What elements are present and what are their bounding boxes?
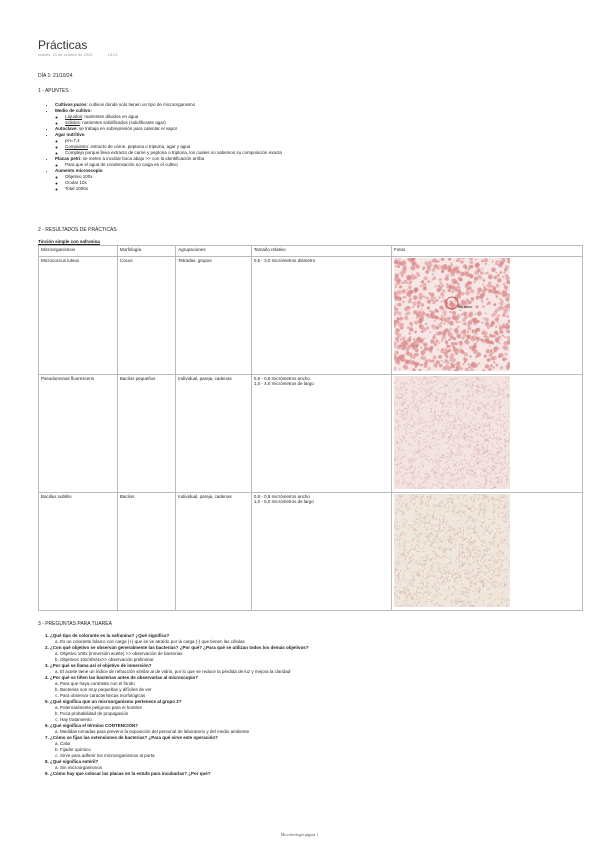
question-item <box>50 735 578 759</box>
page-title: Prácticas <box>38 38 88 52</box>
list-item: • Autoclave: se trabaja en sobrepresión para calentar el vapor <box>55 126 558 132</box>
question-text: ¿Por qué se tiñen las bacterias antes de observarlas al microscopio? <box>50 675 199 680</box>
column-header: Microorganismos <box>39 246 118 257</box>
page-footer: Microbiología página 1 <box>280 832 319 837</box>
column-header: Agrupaciones <box>176 246 252 257</box>
table-header-row <box>39 246 583 257</box>
answer-item: a. Es un colorante básico con carga (+) que se ve atraído por la carga (-) que tienen las células <box>60 639 578 645</box>
section-preguntas: 3 - PREGUNTAS PARA TUAREA <box>38 621 112 627</box>
section-apuntes: 1 - APUNTES <box>38 88 69 94</box>
cell-organism: Micrococcus luteus <box>39 257 118 375</box>
list-item: ◦ Objetivo 100x <box>65 174 558 180</box>
list-item: ◦ Compuesto: extracto de carne, peptona o triptona, agar y agua <box>65 144 558 150</box>
table-row <box>39 257 583 375</box>
question-item <box>50 723 578 735</box>
list-item: • Medio de cultivo: ◦ Líquidos: nutrientes diluidos en agua ◦ Sólidos: nutrientes solidificados (solidificante agar) <box>55 108 558 126</box>
page-time: 18:01 <box>107 52 118 57</box>
answer-item: b. Fijador químico <box>60 747 578 753</box>
cell-photo <box>392 375 583 493</box>
list-item: • Agar nutritivo ◦ pH=7,4 ◦ Compuesto: extracto de carne, peptona o triptona, agar y agua ◦ Complejo porque lleva extracto de carne y peptona o triptona, los cuales no sabemos su composición exacta <box>55 132 558 156</box>
list-item: ◦ Complejo porque lleva extracto de carne y peptona o triptona, los cuales no sabemos su composición exacta <box>65 150 558 156</box>
answer-item: b. Objetivos 10x/40x/4x>> observación preliminar <box>60 657 578 663</box>
answer-item: b. Bacterias son muy pequeñas y difíciles de ver <box>60 687 578 693</box>
column-header: Fotos <box>392 246 583 257</box>
cell-photo <box>392 257 583 375</box>
question-item <box>50 663 578 675</box>
section-resultados: 2 - RESULTADOS DE PRÁCTICAS <box>38 227 117 233</box>
question-text: ¿Con qué objetivo se observan generalmente las bacterias? ¿Por qué? ¿Para qué se utilizan todos los demás objetivos? <box>50 645 309 650</box>
cell-size: 0,5 - 0,8 micrómetros ancho 1,0 - 4,0 micrómetros de largo <box>251 375 391 493</box>
question-item <box>50 633 578 645</box>
list-item: • Aumento microscopio ◦ Objetivo 100x ◦ Ocular 10x ◦ Total 1000x <box>55 168 558 192</box>
micrograph-pseudomonas-image <box>394 376 510 489</box>
list-item: ◦ Líquidos: nutrientes diluidos en agua <box>65 114 558 120</box>
list-item: ◦ pH=7,4 <box>65 138 558 144</box>
answer-item: c. Sirve para adherir los microorganismos al porta <box>60 753 578 759</box>
answer-item: c. Hay tratamiento <box>60 717 578 723</box>
cell-size: 0,5 - 0,8 micrómetros ancho 1,0 - 5,0 micrómetros de largo <box>251 493 391 611</box>
page-date: martes, 15 de octubre de 2024 <box>38 52 93 57</box>
question-text: ¿Qué tipo de colorante es la safranina? ¿Qué significa? <box>50 633 170 638</box>
question-item <box>50 759 578 771</box>
results-table <box>38 245 583 611</box>
column-header: Tamaño relativo <box>251 246 391 257</box>
cell-organism: Pseudomonas fluorescens <box>39 375 118 493</box>
question-item <box>50 675 578 699</box>
cell-organism: Bacillus subtilis <box>39 493 118 611</box>
question-item <box>50 699 578 723</box>
list-item: ◦ Para que el agua de condensación no caiga en el cultivo <box>65 162 558 168</box>
answer-item: a. Calor <box>60 741 578 747</box>
answer-item: a. Objetivo 100x (inmersión aceite) >> observación de bacterias <box>60 651 578 657</box>
question-text: ¿Qué significa estéril? <box>50 759 99 764</box>
micrograph-bacillus-image <box>394 494 510 607</box>
notes-list <box>38 102 558 192</box>
question-item <box>50 645 578 663</box>
page-meta <box>38 52 132 57</box>
questions-list <box>38 633 578 777</box>
question-text: ¿Por qué se llama así el objetivo de inmersión? <box>50 663 152 668</box>
day-heading: DÍA 1: 21/10/24 <box>38 73 73 79</box>
table-row <box>39 375 583 493</box>
cell-grouping: Tetradas, grupos <box>176 257 252 375</box>
answer-item: a. El aceite tiene un índice de refracción similar al de vidrio, por lo que se reduce la pérdida de luz y mejora la claridad <box>60 669 578 675</box>
column-header: Morfología <box>117 246 175 257</box>
list-item: ◦ Total 1000x <box>65 186 558 192</box>
answer-item: a. Para que haya contraste con el fondo <box>60 681 578 687</box>
table-caption: Tinción simple con safranina <box>38 239 100 244</box>
question-text: ¿Cómo hay que colocar las placas en la estufa para incubarlas? ¿Por qué? <box>50 771 211 776</box>
answer-item: a. Sin microorganismos <box>60 765 578 771</box>
cell-morphology: Cocos <box>117 257 175 375</box>
question-item <box>50 771 578 777</box>
cell-morphology: Bacilos <box>117 493 175 611</box>
list-item: • Cultivos puros: cultivos donde solo tienen un tipo de microorganismo <box>55 102 558 108</box>
cell-photo <box>392 493 583 611</box>
list-item: ◦ Sólidos: nutrientes solidificados (solidificante agar) <box>65 120 558 126</box>
question-text: ¿Cómo se fijan las extensiones de bacterias? ¿Para qué sirve este operación? <box>50 735 218 740</box>
answer-item: a. Potencialmente peligroso para el hombre <box>60 705 578 711</box>
cell-size: 0,5 - 3,0 micrómetros diámetro <box>251 257 391 375</box>
cell-grouping: Individual, pareja, cadenas <box>176 493 252 611</box>
micrograph-micrococcus-image <box>394 258 510 371</box>
question-text: ¿Qué significa el término CONTENCIÓN? <box>50 723 139 728</box>
photo-label: Tetradas <box>457 304 473 309</box>
cell-grouping: Individual, pareja, cadenas <box>176 375 252 493</box>
answer-item: c. Para observar características morfológicas <box>60 693 578 699</box>
answer-item: b. Poca probabilidad de propagación <box>60 711 578 717</box>
list-item: ◦ Ocular 10x <box>65 180 558 186</box>
list-item: • Placas petri: se meten a incubar boca abajo >> con la identificación arriba ◦ Para que el agua de condensación no caiga en el cultivo <box>55 156 558 168</box>
answer-item: a. Medidas tomadas para prevenir la exposición del personal de laboratorio y del medio ambiente <box>60 729 578 735</box>
table-row <box>39 493 583 611</box>
cell-morphology: Bacilos pequeños <box>117 375 175 493</box>
question-text: ¿Qué significa que un microorganismo pertenece al grupo 2? <box>50 699 182 704</box>
